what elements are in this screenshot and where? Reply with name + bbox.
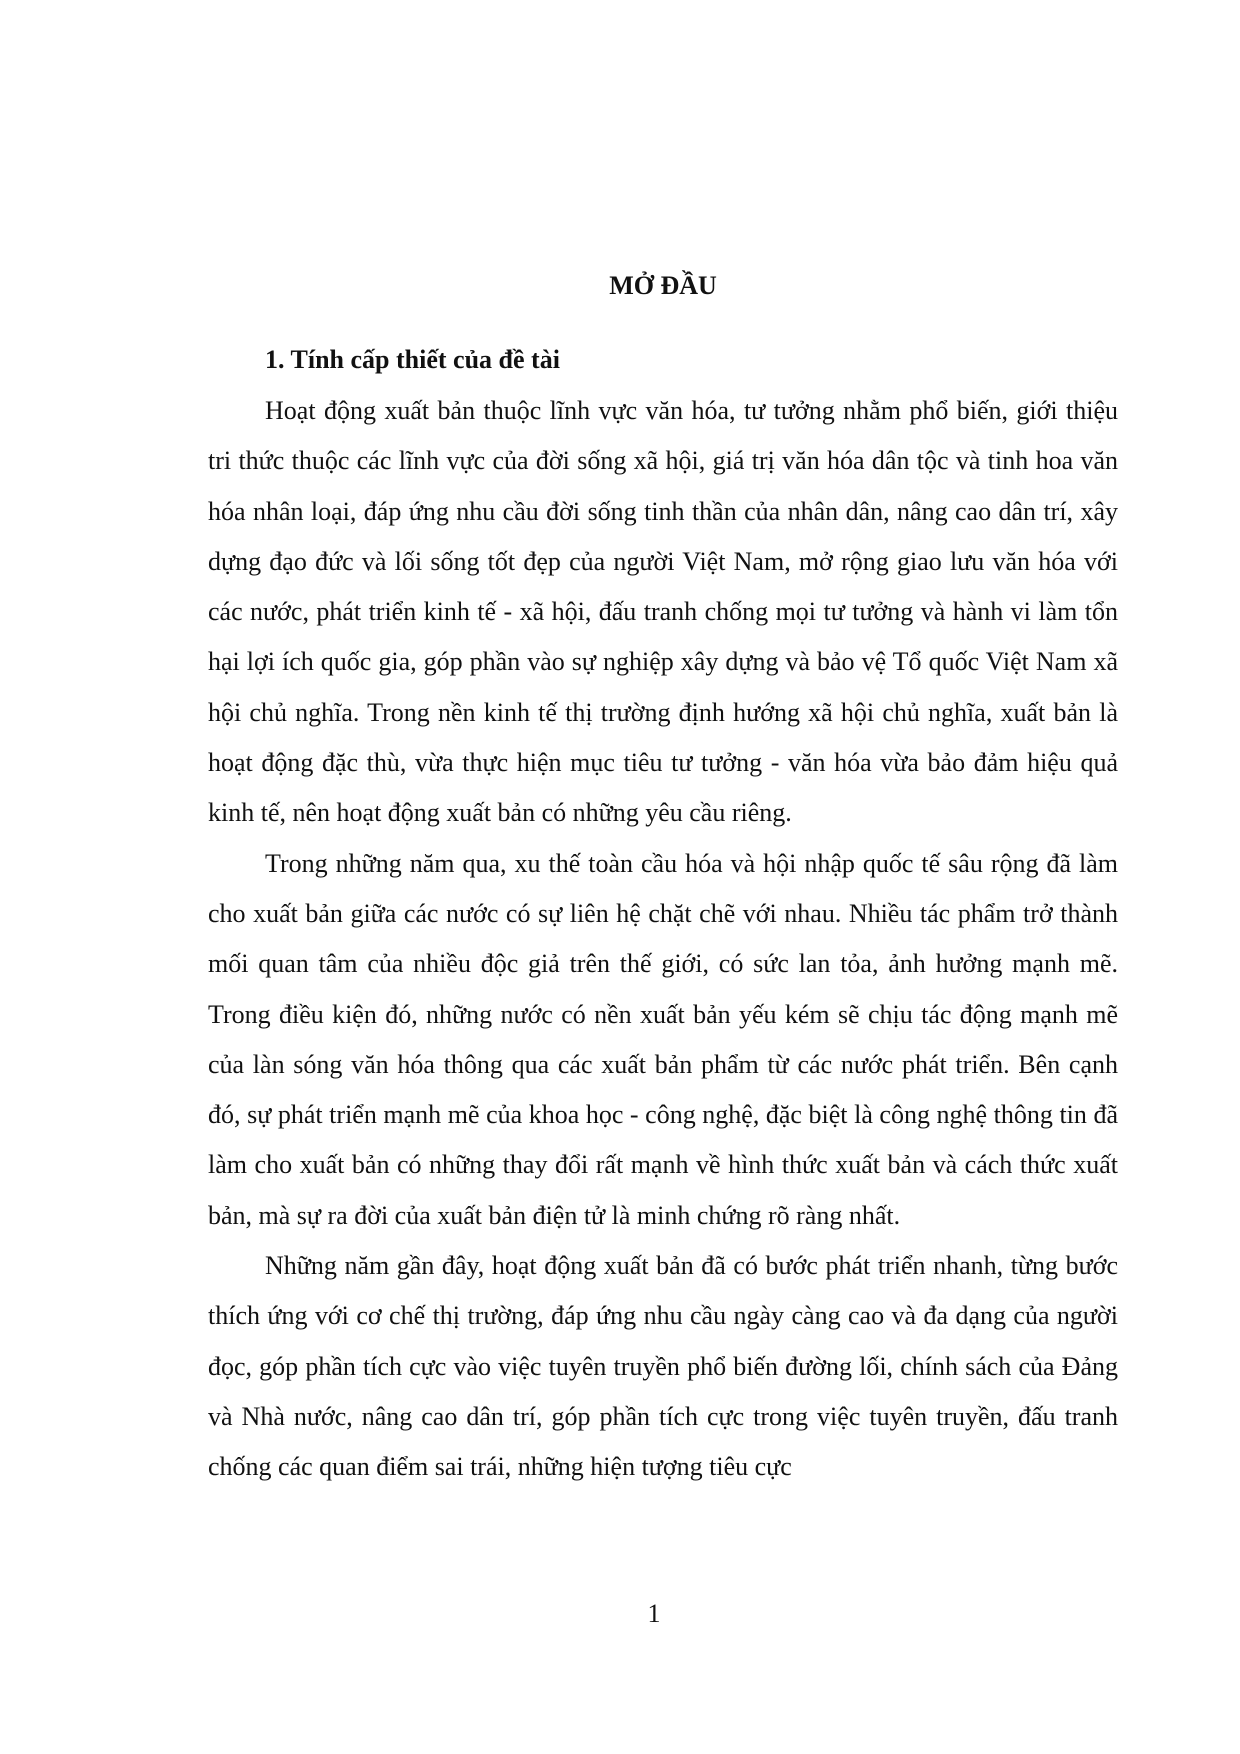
page-content: [208, 268, 1118, 1493]
paragraph-1: Hoạt động xuất bản thuộc lĩnh vực văn hóa, tư tưởng nhằm phổ biến, giới thiệu tri thức thuộc các lĩnh vực của đời sống xã hội, giá trị văn hóa dân tộc và tinh hoa văn hóa nhân loại, đáp ứng nhu cầu đời sống tinh thần của nhân dân, nâng cao dân trí, xây dựng đạo đức và lối sống tốt đẹp của người Việt Nam, mở rộng giao lưu văn hóa với các nước, phát triển kinh tế - xã hội, đấu tranh chống mọi tư tưởng và hành vi làm tổn hại lợi ích quốc gia, góp phần vào sự nghiệp xây dựng và bảo vệ Tổ quốc Việt Nam xã hội chủ nghĩa. Trong nền kinh tế thị trường định hướng xã hội chủ nghĩa, xuất bản là hoạt động đặc thù, vừa thực hiện mục tiêu tư tưởng - văn hóa vừa bảo đảm hiệu quả kinh tế, nên hoạt động xuất bản có những yêu cầu riêng.: [208, 396, 1118, 828]
section-heading: 1. Tính cấp thiết của đề tài: [265, 345, 560, 374]
page-title: MỞ ĐẦU: [609, 271, 717, 300]
page-number: 1: [647, 1599, 661, 1628]
paragraph-3: Những năm gần đây, hoạt động xuất bản đã có bước phát triển nhanh, từng bước thích ứng với cơ chế thị trường, đáp ứng nhu cầu ngày càng cao và đa dạng của người đọc, góp phần tích cực vào việc tuyên truyền phổ biến đường lối, chính sách của Đảng và Nhà nước, nâng cao dân trí, góp phần tích cực trong việc tuyên truyền, đấu tranh chống các quan điểm sai trái, những hiện tượng tiêu cực: [208, 1251, 1118, 1482]
paragraph-2: Trong những năm qua, xu thế toàn cầu hóa và hội nhập quốc tế sâu rộng đã làm cho xuất bản giữa các nước có sự liên hệ chặt chẽ với nhau. Nhiều tác phẩm trở thành mối quan tâm của nhiều độc giả trên thế giới, có sức lan tỏa, ảnh hưởng mạnh mẽ. Trong điều kiện đó, những nước có nền xuất bản yếu kém sẽ chịu tác động mạnh mẽ của làn sóng văn hóa thông qua các xuất bản phẩm từ các nước phát triển. Bên cạnh đó, sự phát triển mạnh mẽ của khoa học - công nghệ, đặc biệt là công nghệ thông tin đã làm cho xuất bản có những thay đổi rất mạnh về hình thức xuất bản và cách thức xuất bản, mà sự ra đời của xuất bản điện tử là minh chứng rõ ràng nhất.: [208, 848, 1118, 1230]
